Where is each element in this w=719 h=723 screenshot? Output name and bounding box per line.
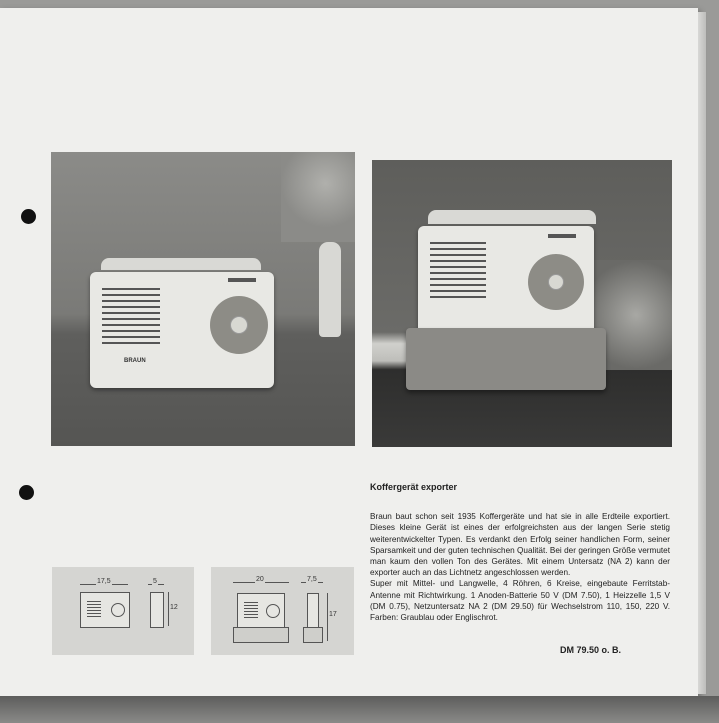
radio-body [90,272,274,388]
radio-front-outline [80,592,130,628]
width-label: 20 [256,576,264,583]
tuning-knob [548,274,564,290]
radio-front-outline [237,593,285,629]
speaker-grille [430,242,486,302]
height-label: 17 [329,611,337,618]
price-label: DM 79.50 o. B. [560,645,622,655]
photo-radio-on-stand [372,160,672,447]
binder-hole-bottom [19,485,34,500]
radio-handle [101,258,261,270]
depth-label: 7,5 [307,576,317,583]
height-label: 12 [170,604,178,611]
vase [319,242,341,337]
radio-side-outline [150,592,164,628]
height-line [168,592,169,626]
brand-logo: BRAUN [124,358,146,364]
radio-side-outline [307,593,319,629]
page-shadow [0,696,719,723]
dimension-diagram-2 [211,567,354,655]
stand-side-outline [303,627,323,643]
radio-handle [428,210,596,224]
radio-body [418,226,594,338]
stand-front-outline [233,627,289,643]
speaker-grille [102,288,160,348]
description-paragraph: Braun baut schon seit 1935 Koffergeräte und hat sie in alle Erdteile exportiert. Dieses kleine Gerät ist eines der erfolgreichsten aus der langen Serie stetig weiterentwickelter Typen. Es verdankt den Erfolg seiner handlichen Form, seiner Sparsamkeit und der guten technischen Qualität. Bei der geringen Größe vermutet man kaum den vollen Ton des Gerätes. Mit einem Untersatz (NA 2) kann der exporter auch an das Lichtnetz angeschlossen werden. [370,512,670,578]
width-label: 17,5 [97,578,111,585]
mains-stand [406,328,606,390]
depth-label: 5 [153,578,157,585]
binder-hole-top [21,209,36,224]
product-description [370,482,670,623]
photo-radio-front [51,152,355,446]
page-edge [698,12,706,694]
height-line [327,593,328,641]
indicator-bar [228,278,256,282]
indicator-bar [548,234,576,238]
specs-paragraph: Super mit Mittel- und Langwelle, 4 Röhren, 6 Kreise, eingebaute Ferritstab-Antenne mit Richtwirkung. 1 Anoden-Batterie 50 V (DM 7.50), 1 Heizzelle 1,5 V (DM 0.75), Netzuntersatz NA 2 (DM 29.50) für Wechselstrom 110, 150, 220 V. Farben: Graublau oder Englischrot. [370,579,670,623]
product-heading: Koffergerät exporter [370,482,458,492]
flowers [281,152,355,242]
tuning-knob [230,316,248,334]
dimension-diagram-1 [52,567,194,655]
